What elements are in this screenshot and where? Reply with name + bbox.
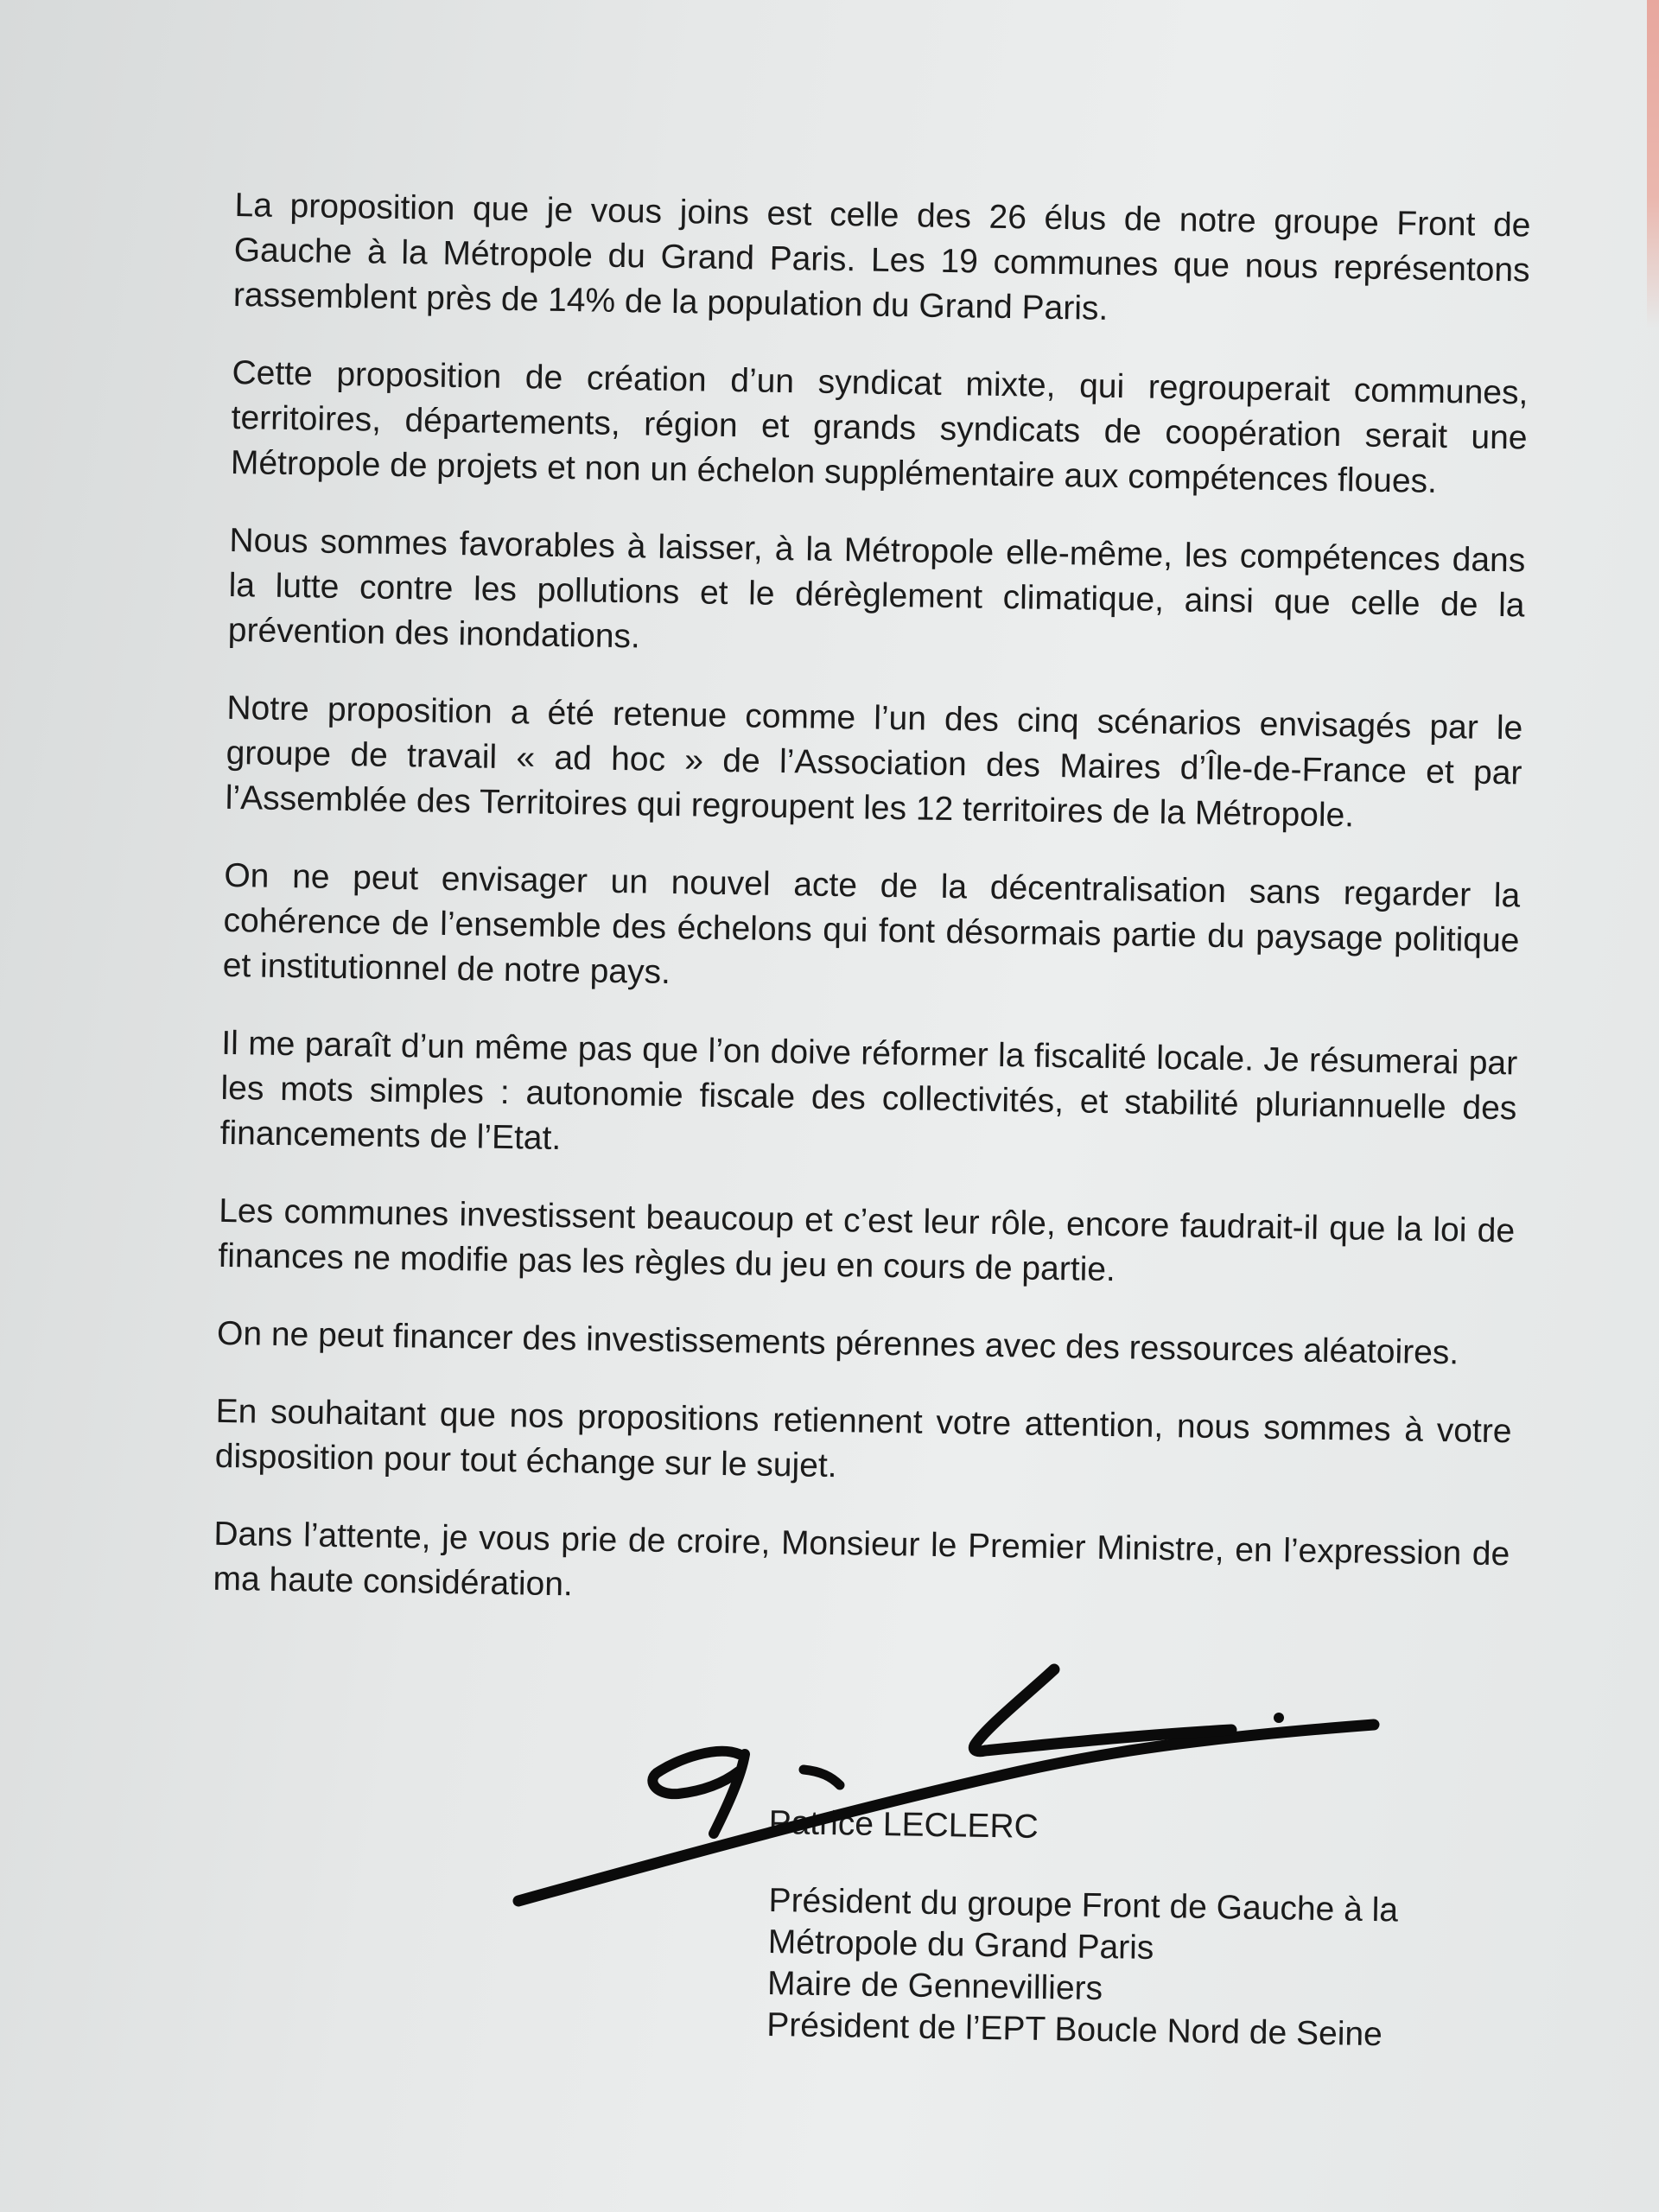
signatory-title-line: Président du groupe Front de Gauche à la — [768, 1881, 1399, 1929]
paragraph: La proposition que je vous joins est celle des 26 élus de notre groupe Front de Gauche à la Métropole du Grand Paris. Les 19 communes que nous représentons rassemblent près de 14% de la population du Grand Paris. — [232, 186, 1531, 327]
paragraph: Les communes investissent beaucoup et c’est leur rôle, encore faudrait-il que la loi de finances ne modifie pas les règles du jeu en cours de partie. — [218, 1192, 1516, 1289]
signatory-name: Patrice LECLERC — [768, 1804, 1039, 1846]
paragraph: En souhaitant que nos propositions retiennent votre attention, nous sommes à votre disposition pour tout échange sur le sujet. — [214, 1392, 1512, 1485]
paragraph: Il me paraît d’un même pas que l’on doive réformer la fiscalité locale. Je résumerai par les mots simples : autonomie fiscale des collectivités, et stabilité pluriannuelle des financements de l’Etat. — [219, 1024, 1518, 1158]
paragraph: Nous sommes favorables à laisser, à la Métropole elle-même, les compétences dans la lutte contre les pollutions et le dérèglement climatique, ainsi que celle de la prévention des inondations. — [227, 521, 1526, 656]
paragraph: On ne peut financer des investissements pérennes avec des ressources aléatoires. — [216, 1314, 1459, 1372]
signatory-titles — [766, 1880, 1398, 2056]
signatory-title-line: Métropole du Grand Paris — [767, 1923, 1154, 1967]
signatory-title-line: Président de l’EPT Boucle Nord de Seine — [766, 2005, 1383, 2054]
closing-paragraph: Dans l’attente, je vous prie de croire, Monsieur le Premier Ministre, en l’expression de ma haute considération. — [213, 1515, 1510, 1604]
signatory-title-line: Maire de Gennevilliers — [766, 1964, 1103, 2008]
paragraph: Cette proposition de création d’un syndicat mixte, qui regrouperait communes, territoires, départements, région et grands syndicats de coopération serait une Métropole de projets et non un échelon supplémentaire aux compétences floues. — [230, 353, 1529, 500]
paragraph: Notre proposition a été retenue comme l’un des cinq scénarios envisagés par le groupe de travail « ad hoc » de l’Association des Maires d’Île-de-France et par l’Assemblée des Territoires qui regroupent les 12 territoires de la Métropole. — [225, 689, 1523, 835]
paragraph: On ne peut envisager un nouvel acte de la décentralisation sans regarder la cohérence de l’ensemble des échelons qui font désormais partie du paysage politique et institutionnel de notre pays. — [222, 856, 1521, 992]
